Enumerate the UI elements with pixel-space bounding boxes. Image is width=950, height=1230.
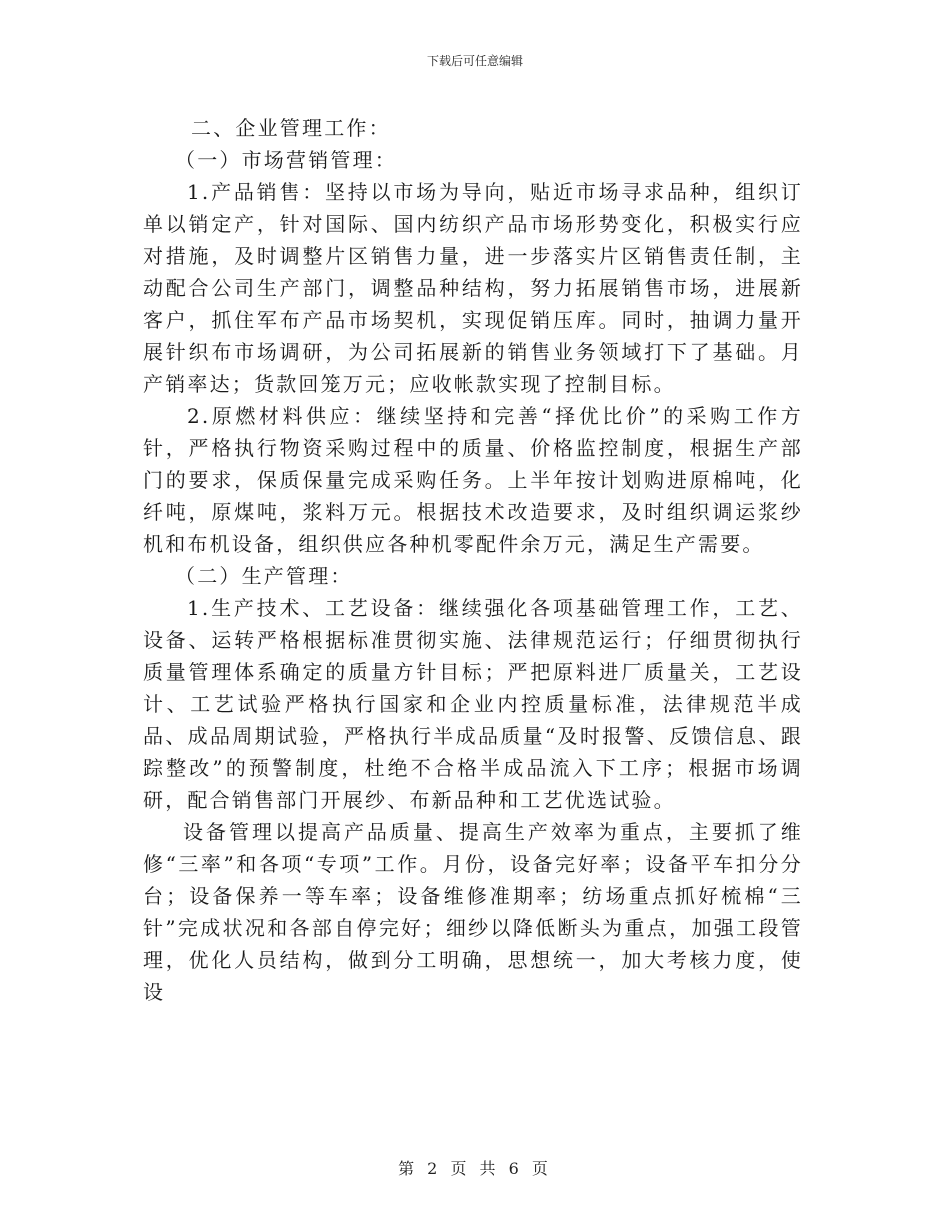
paragraph-product-sales: 1.产品销售：坚持以市场为导向，贴近市场寻求品种，组织订单以销定产，针对国际、国内纺织产品市场形势变化，积极实行应对措施，及时调整片区销售力量，进一步落实片区销售责任制，主动配合公司生产部门，调整品种结构，努力拓展销售市场，进展新客户，抓住军布产品市场契机，实现促销压库。同时，抽调力量开展针织布市场调研，为公司拓展新的销售业务领域打下了基础。月产销率达；货款回笼万元；应收帐款实现了控制目标。 [143, 180, 803, 396]
page-header-note: 下载后可任意编辑 [426, 54, 523, 68]
paragraph-production-technology: 1.生产技术、工艺设备：继续强化各项基础管理工作，工艺、设备、运转严格根据标准贯彻实施、法律规范运行；仔细贯彻执行质量管理体系确定的质量方针目标；严把原料进厂质量关，工艺设计、工艺试验严格执行国家和企业内控质量标准，法律规范半成品、成品周期试验，严格执行半成品质量“及时报警、反馈信息、跟踪整改”的预警制度，杜绝不合格半成品流入下工序；根据市场调研，配合销售部门开展纱、布新品种和工艺优选试验。 [143, 596, 803, 812]
paragraph-material-supply: 2.原燃材料供应：继续坚持和完善“择优比价”的采购工作方针，严格执行物资采购过程中的质量、价格监控制度，根据生产部门的要求，保质保量完成采购任务。上半年按计划购进原棉吨，化纤吨，原煤吨，浆料万元。根据技术改造要求，及时组织调运浆纱机和布机设备，组织供应各种机零配件余万元，满足生产需要。 [143, 404, 803, 556]
heading-enterprise-management: 二、企业管理工作： [191, 116, 391, 140]
heading-marketing-management: （一）市场营销管理： [175, 148, 397, 172]
document-body [143, 112, 803, 1008]
page-number-footer: 第 2 页 共 6 页 [398, 1159, 552, 1178]
paragraph-equipment-management: 设备管理以提高产品质量、提高生产效率为重点，主要抓了维修“三率”和各项“专项”工作。月份，设备完好率；设备平车扣分分台；设备保养一等车率；设备维修准期率；纺场重点抓好梳棉“三针”完成状况和各部自停完好；细纱以降低断头为重点，加强工段管理，优化人员结构，做到分工明确，思想统一，加大考核力度，使设 [143, 820, 803, 1004]
heading-production-management: （二）生产管理： [175, 564, 353, 588]
